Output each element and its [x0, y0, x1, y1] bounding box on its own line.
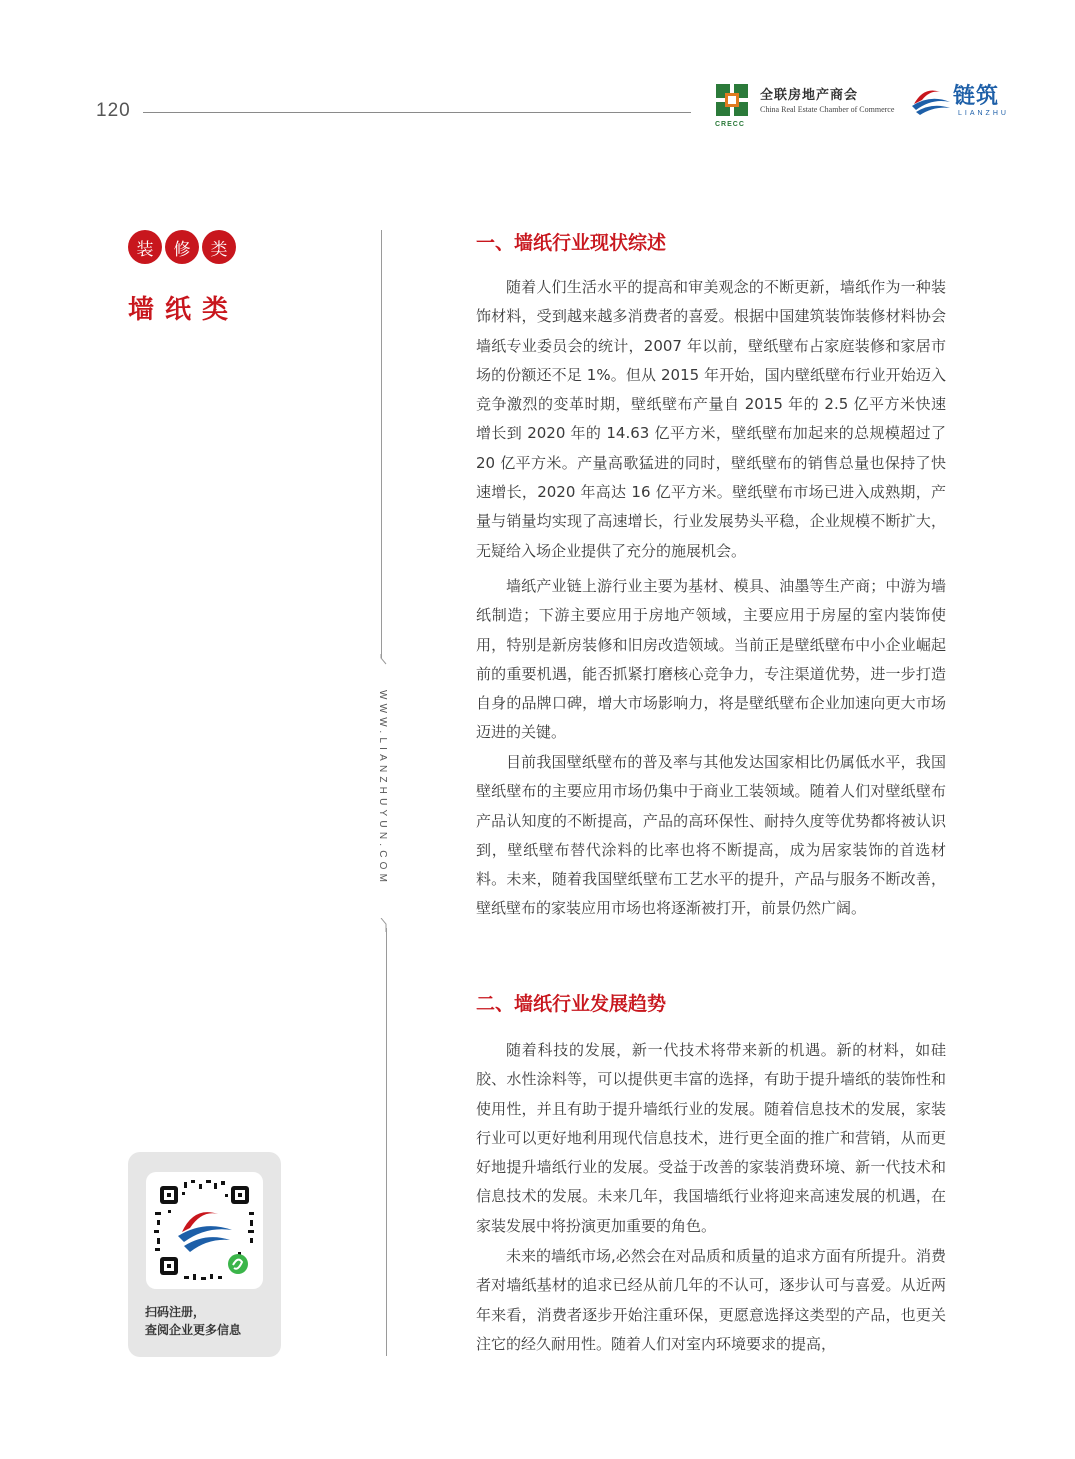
header-divider [143, 112, 691, 113]
crecc-name-cn: 全联房地产商会 [760, 88, 859, 103]
section-heading: 一、墙纸行业现状综述 [476, 232, 667, 254]
body-paragraph: 随着科技的发展，新一代技术将带来新的机遇。新的材料，如硅胶、水性涂料等，可以提供更丰富的选择，有助于提升墙纸的装饰性和使用性，并且有助于提升墙纸行业的发展。随着信息技术的发展，家装行业可以更好地利用现代信息技术，进行更全面的推广和营销，从而更好地提升墙纸行业的发展。受益于改善的家装消费环境、新一代技术和信息技术的发展。未来几年，我国墙纸行业将迎来高速发展的机遇，在家装发展中将扮演更加重要的角色。 [476, 1041, 946, 1235]
crecc-wordmark [760, 88, 894, 116]
body-paragraph: 随着人们生活水平的提高和审美观念的不断更新，墙纸作为一种装饰材料，受到越来越多消费者的喜爱。根据中国建筑装饰装修材料协会墙纸专业委员会的统计，2007 年以前，壁纸壁布占家庭装修和家居市场的份额还不足 1%。但从 2015 年开始，国内壁纸壁布行业开始迈入竞争激烈的变革时期，壁纸壁布产量自 2015 年的 2.5 亿平方米快速增长到 2020 年的 14.63 亿平方米，壁纸壁布加起来的总规模超过了 20 亿平方米。产量高歌猛进的同时，壁纸壁布的销售总量也保持了快速增长，2020 年高达 16 亿平方米。壁纸壁布市场已进入成熟期，产量与销量均实现了高速增长，行业发展势头平稳，企业规模不断扩大，无疑给入场企业提供了充分的施展机会。 [476, 278, 946, 560]
section-heading: 二、墙纸行业发展趋势 [476, 993, 667, 1015]
vertical-divider-bottom [386, 928, 387, 1356]
vertical-divider-top [381, 230, 382, 658]
body-paragraph: 未来的墙纸市场,必然会在对品质和质量的追求方面有所提升。消费者对墙纸基材的追求已经从前几年的不认可，逐步认可与喜爱。从近两年来看，消费者逐步开始注重环保，更愿意选择这类型的产品，也更关注它的经久耐用性。随着人们对室内环境要求的提高， [476, 1247, 946, 1353]
qr-caption-line: 扫码注册， [145, 1305, 206, 1319]
crecc-logo [715, 83, 749, 123]
category-tags [128, 230, 236, 264]
category-tag: 装 [128, 230, 162, 264]
qr-caption [145, 1303, 275, 1339]
qr-caption-line: 查阅企业更多信息 [145, 1323, 242, 1337]
lianzhu-pinyin: LIANZHU [958, 110, 1009, 117]
qr-code[interactable] [146, 1172, 263, 1289]
lianzhu-logo [910, 84, 952, 116]
page-number: 120 [96, 100, 131, 121]
body-paragraph: 墙纸产业链上游行业主要为基材、模具、油墨等生产商；中游为墙纸制造；下游主要应用于房地产领域，主要应用于房屋的室内装饰使用，特别是新房装修和旧房改造领域。当前正是壁纸壁布中小企业崛起前的重要机遇，能否抓紧打磨核心竞争力，专注渠道优势，进一步打造自身的品牌口碑，增大市场影响力，将是壁纸壁布企业加速向更大市场迈进的关键。 [476, 577, 946, 742]
subcategory-title: 墙纸类 [128, 295, 240, 325]
lianzhu-name: 链筑 [953, 84, 1000, 109]
category-tag: 类 [202, 230, 236, 264]
body-paragraph: 目前我国壁纸壁布的普及率与其他发达国家相比仍属低水平，我国壁纸壁布的主要应用市场仍集中于商业工装领域。随着人们对壁纸壁布产品认知度的不断提高，产品的高环保性、耐持久度等优势都将被认识到，壁纸壁布替代涂料的比率也将不断提高，成为居家装饰的首选材料。未来，随着我国壁纸壁布工艺水平的提升，产品与服务不断改善，壁纸壁布的家装应用市场也将逐渐被打开，前景仍然广阔。 [476, 753, 946, 918]
website-url-vertical: WWW.LIANZHUYUN.COM [377, 690, 388, 887]
divider-bend-top [375, 654, 389, 668]
category-tag: 修 [165, 230, 199, 264]
qr-card [128, 1152, 281, 1357]
crecc-abbreviation: CRECC [715, 121, 745, 128]
crecc-name-en: China Real Estate Chamber of Commerce [760, 105, 895, 114]
qr-code-icon [146, 1172, 263, 1289]
